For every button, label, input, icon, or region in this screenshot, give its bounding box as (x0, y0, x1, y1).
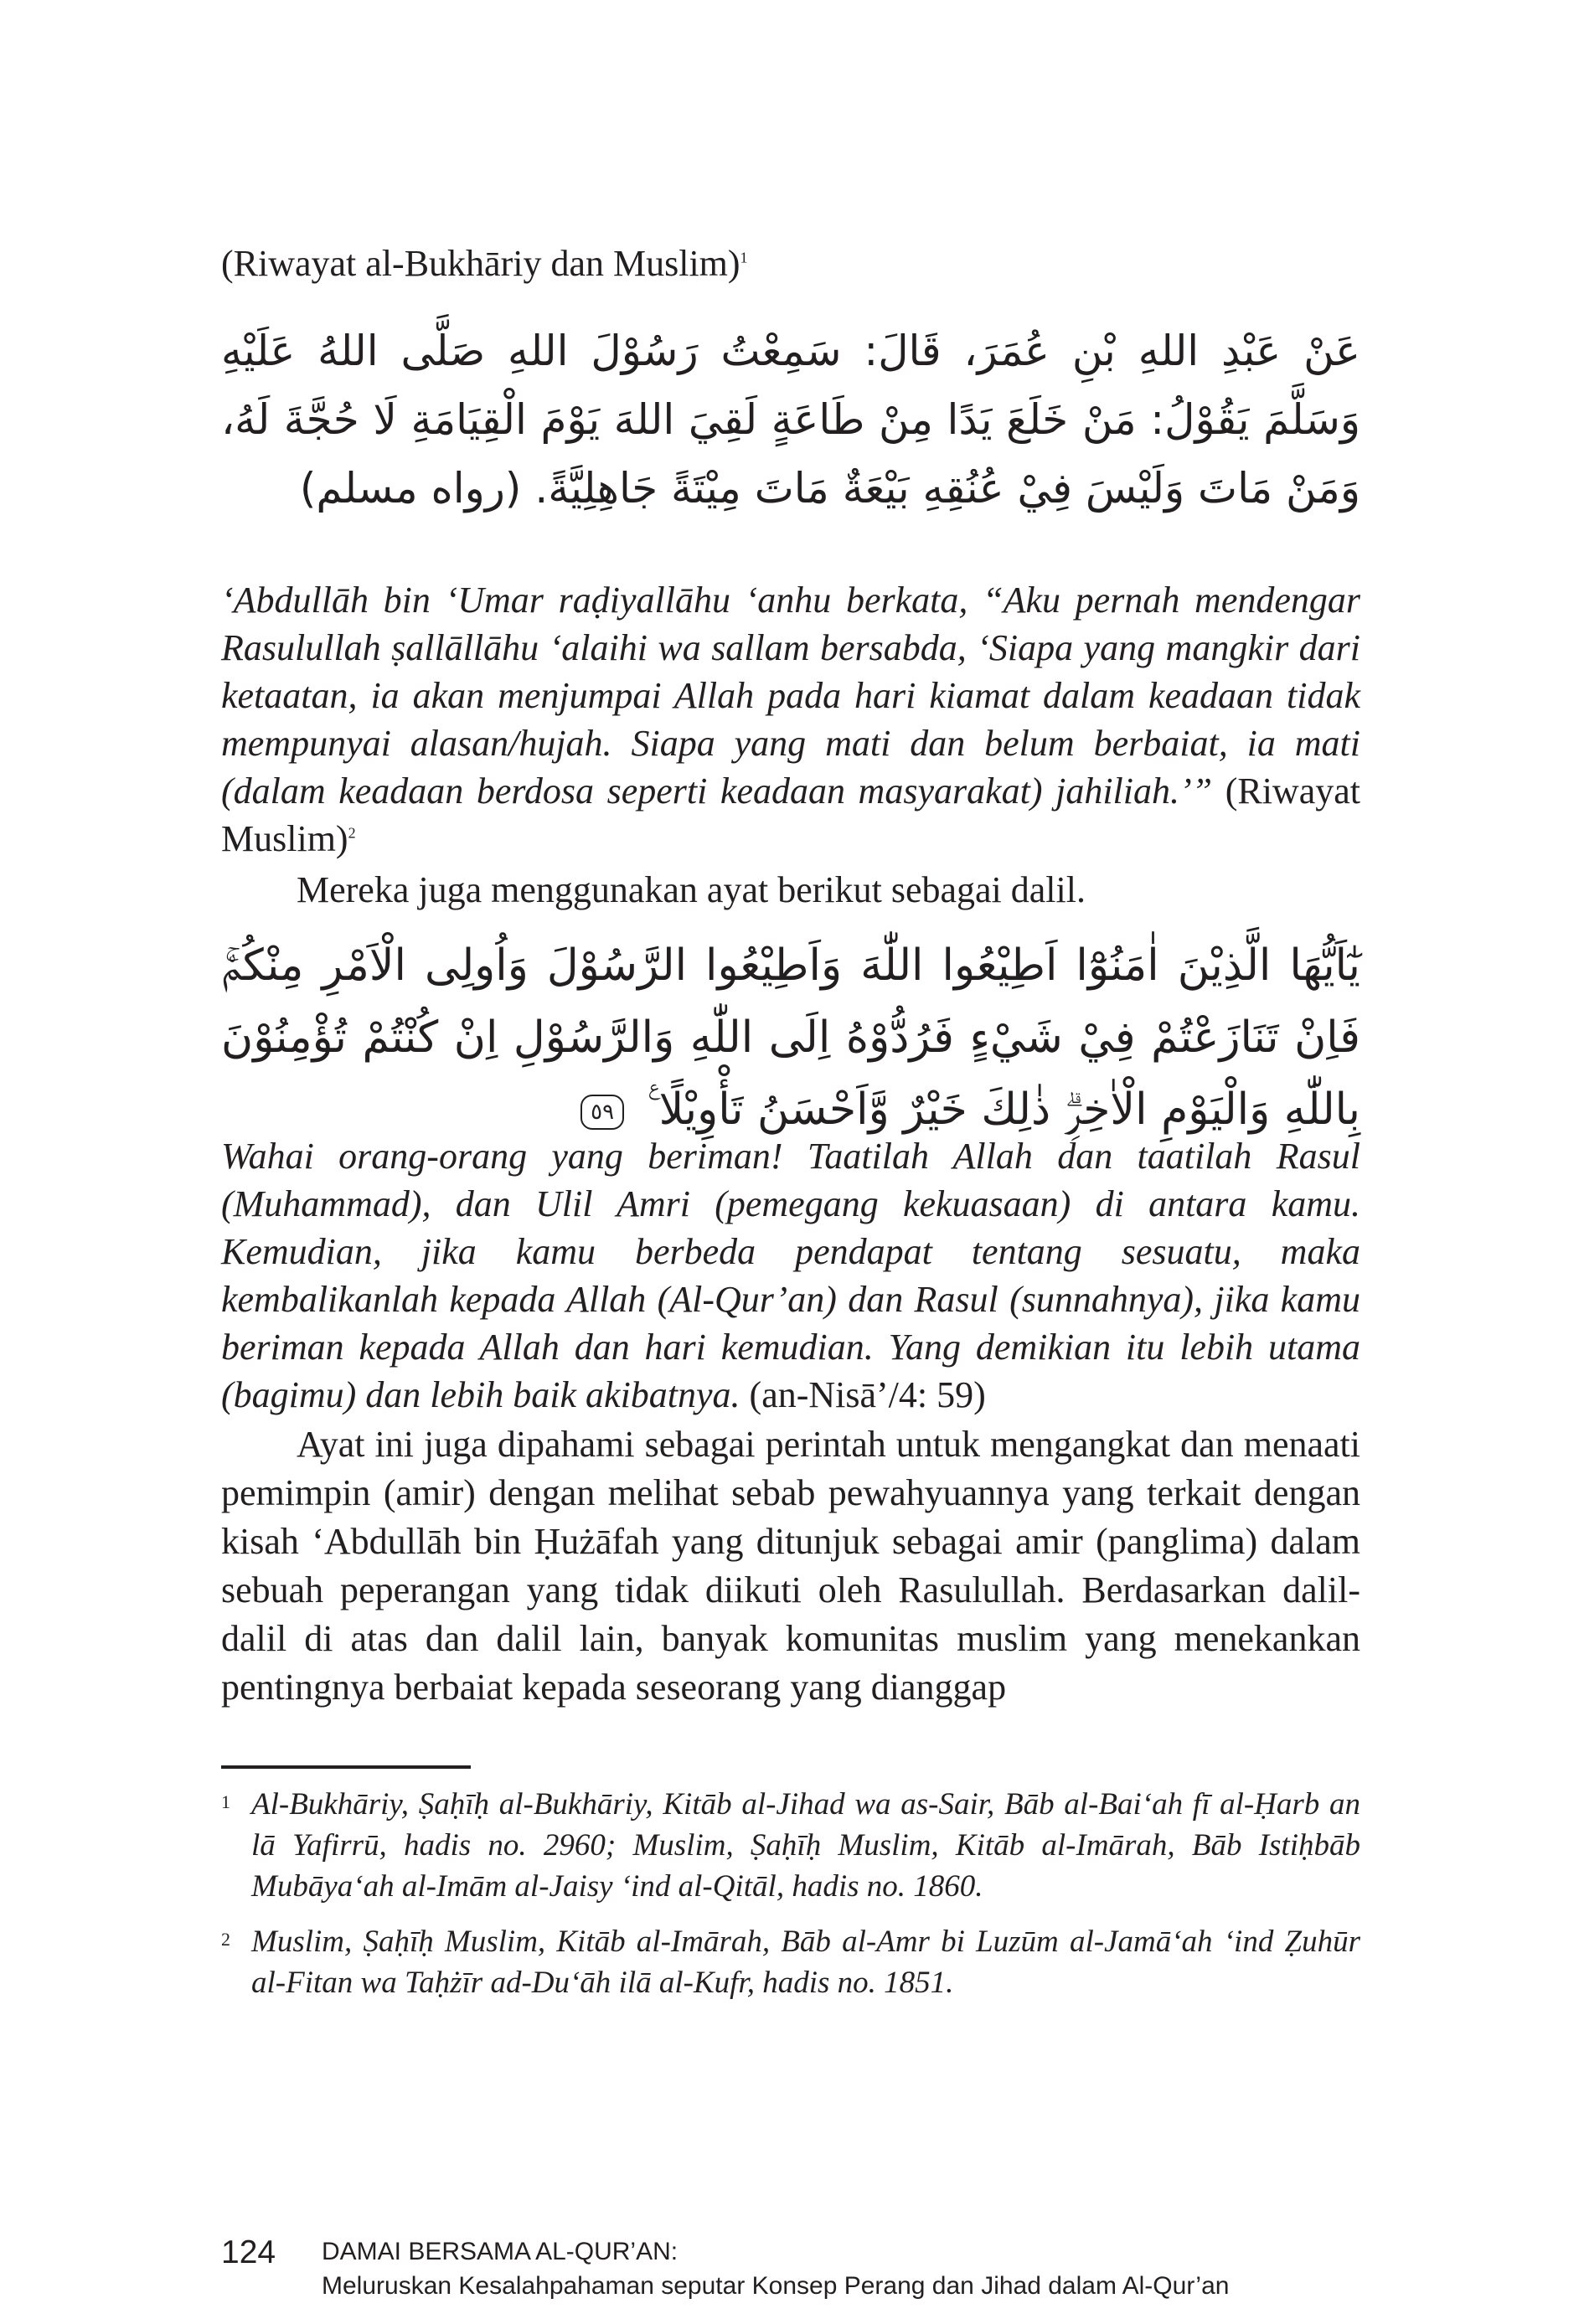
footnote-1 (221, 1784, 1360, 1907)
footnote-text: Al-Bukhāriy, Ṣaḥīḥ al-Bukhāriy, Kitāb al-Jihad wa as-Sair, Bāb al-Bai‘ah fī al-Ḥarb an lā Yafirrū, hadis no. 2960; Muslim, Ṣaḥīḥ Muslim, Kitāb al-Imārah, Bāb Istiḥbāb Mubāya‘ah al-Imām al-Jaisy ‘ind al-Qitāl, hadis no. 1860. (251, 1787, 1360, 1904)
riwayat-text: (Riwayat al-Bukhāriy dan Muslim) (221, 243, 740, 284)
footnote-text: Muslim, Ṣaḥīḥ Muslim, Kitāb al-Imārah, Bāb al-Amr bi Luzūm al-Jamā‘ah ‘ind Ẓuhūr al-Fitan wa Taḥżīr ad-Du‘āh ilā al-Kufr, hadis no. 1851. (251, 1925, 1360, 2000)
ayah-number-marker: ٥٩ (580, 1095, 624, 1130)
riwayat-line (221, 240, 1360, 287)
page-footer (221, 2234, 1229, 2303)
hadith-source: (Riwayat Muslim) (221, 770, 1360, 859)
hadith-arabic: عَنْ عَبْدِ اللهِ بْنِ عُمَرَ، قَالَ: سَمِعْتُ رَسُوْلَ اللهِ صَلَّى اللهُ عَلَيْهِ وَسَلَّمَ يَقُوْلُ: مَنْ خَلَعَ يَدًا مِنْ طَاعَةٍ لَقِيَ اللهَ يَوْمَ الْقِيَامَةِ لَا حُجَّةَ لَهُ، وَمَنْ مَاتَ وَلَيْسَ فِيْ عُنُقِهِ بَيْعَةٌ مَاتَ مِيْتَةً جَاهِلِيَّةً. (رواه مسلم) (221, 327, 1360, 513)
intro-ayat-block (221, 866, 1360, 914)
quran-translation: Wahai orang-orang yang beriman! Taatilah Allah dan taatilah Rasul (Muhammad), dan Ulil Amri (pemegang kekuasaan) di antara kamu. Kemudian, jika kamu berbeda pendapat tentang sesuatu, maka kembalikanlah kepada Allah (Al-Qur’an) dan Rasul (sunnahnya), jika kamu beriman kepada Allah dan hari kemudian. Yang demikian itu lebih utama (bagimu) dan lebih baik akibatnya. (221, 1136, 1360, 1415)
quran-source: (an-Nisā’/4: 59) (740, 1374, 986, 1415)
footnote-ref-1[interactable]: 1 (740, 249, 748, 266)
quran-translation-block (221, 1132, 1360, 1419)
footnote-ref-2[interactable]: 2 (348, 824, 356, 842)
book-title: DAMAI BERSAMA AL-QUR’AN: (322, 2238, 678, 2265)
intro-ayat: Mereka juga menggunakan ayat berikut sebagai dalil. (297, 869, 1086, 910)
footnote-2 (221, 1921, 1360, 2003)
body-paragraph: Ayat ini juga dipahami sebagai perintah untuk mengangkat dan menaati pemimpin (amir) dengan melihat sebab pewahyuannya yang terkait dengan kisah ‘Abdullāh bin Ḥużāfah yang ditunjuk sebagai amir (panglima) dalam sebuah peperangan yang tidak diikuti oleh Rasulullah. Berdasarkan dalil-dalil di atas dan dalil lain, banyak komunitas muslim yang menekankan pentingnya berbaiat kepada seseorang yang dianggap (221, 1424, 1360, 1708)
quran-arabic: يٰٓاَيُّهَا الَّذِيْنَ اٰمَنُوْٓا اَطِيْعُوا اللّٰهَ وَاَطِيْعُوا الرَّسُوْلَ وَاُولِى الْاَمْرِ مِنْكُمْۚ فَاِنْ تَنَازَعْتُمْ فِيْ شَيْءٍ فَرُدُّوْهُ اِلَى اللّٰهِ وَالرَّسُوْلِ اِنْ كُنْتُمْ تُؤْمِنُوْنَ بِاللّٰهِ وَالْيَوْمِ الْاٰخِرِۗ ذٰلِكَ خَيْرٌ وَّاَحْسَنُ تَأْوِيْلًا ࣖ (221, 940, 1360, 1135)
page-number: 124 (221, 2234, 276, 2270)
running-title (322, 2234, 1229, 2303)
hadith-translation-block (221, 576, 1360, 863)
footnote-number: 2 (221, 1929, 230, 1950)
body-paragraph-block (221, 1420, 1360, 1712)
footnote-number: 1 (221, 1791, 230, 1812)
hadith-translation: ‘Abdullāh bin ‘Umar raḍiyallāhu ‘anhu berkata, “Aku pernah mendengar Rasulullah ṣallāllāhu ‘alaihi wa sallam bersabda, ‘Siapa yang mangkir dari ketaatan, ia akan menjumpai Allah pada hari kiamat dalam keadaan tidak mempunyai alasan/hujah. Siapa yang mati dan belum berbaiat, ia mati (dalam keadaan berdosa seperti keadaan masyarakat) jahiliah.’” (221, 580, 1360, 812)
book-subtitle: Meluruskan Kesalahpahaman seputar Konsep Perang dan Jihad dalam Al-Qur’an (322, 2272, 1230, 2300)
quran-arabic-block (221, 930, 1360, 1146)
footnote-divider (221, 1765, 471, 1769)
hadith-arabic-block (221, 317, 1360, 523)
